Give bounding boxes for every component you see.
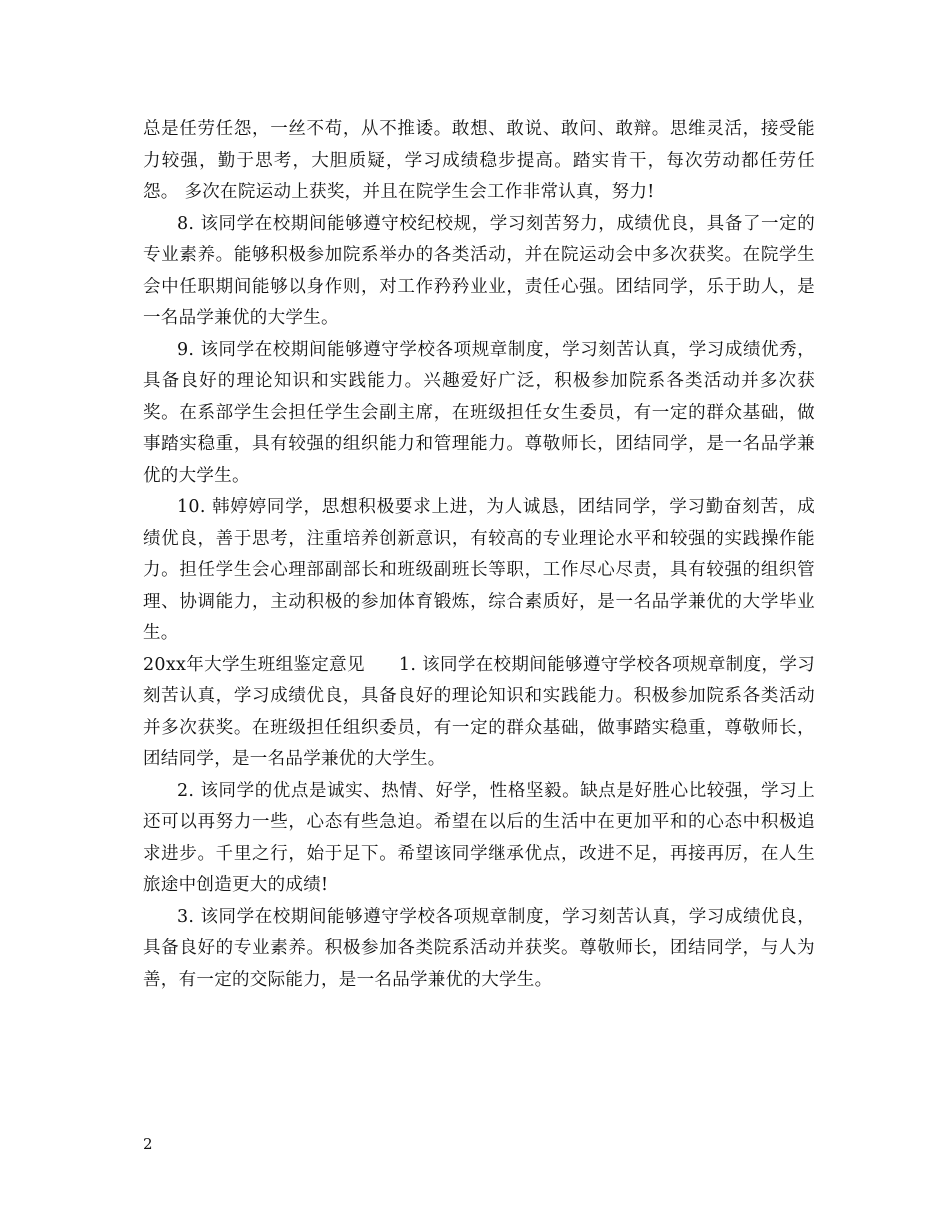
section-paragraph-item-2: 2. 该同学的优点是诚实、热情、好学，性格坚毅。缺点是好胜心比较强，学习上还可以再努力一些，心态有些急迫。希望在以后的生活中在更加平和的心态中积极追求进步。千里之行，始于足下。希望该同学继承优点，改进不足，再接再厉，在人生旅途中创造更大的成绩! [143,780,815,895]
document-body [143,114,815,996]
paragraph-continuation: 总是任劳任怨，一丝不苟，从不推诿。敢想、敢说、敢问、敢辩。思维灵活，接受能力较强，勤于思考，大胆质疑，学习成绩稳步提高。踏实肯干，每次劳动都任劳任怨。 多次在院运动上获奖，并且在院学生会工作非常认真，努力! [143,119,815,202]
section-heading: 20xx年大学生班组鉴定意见 [143,654,365,675]
page-number: 2 [143,1135,153,1153]
paragraph-item-10: 10. 韩婷婷同学，思想积极要求上进，为人诚恳，团结同学，学习勤奋刻苦，成绩优良，善于思考，注重培养创新意识，有较高的专业理论水平和较强的实践操作能力。担任学生会心理部副部长和班级副班长等职，工作尽心尽责，具有较强的组织管理、协调能力，主动积极的参加体育锻炼，综合素质好，是一名品学兼优的大学毕业生。 [143,497,815,643]
paragraph-item-8: 8. 该同学在校期间能够遵守校纪校规，学习刻苦努力，成绩优良，具备了一定的专业素养。能够积极参加院系举办的各类活动，并在院运动会中多次获奖。在院学生会中任职期间能够以身作则，对工作矜矜业业，责任心强。团结同学，乐于助人，是一名品学兼优的大学生。 [143,213,815,328]
section-paragraph-item-1 [143,650,815,776]
section-item-1-text: 1. 该同学在校期间能够遵守学校各项规章制度，学习刻苦认真，学习成绩优良，具备良好的理论知识和实践能力。积极参加院系各类活动并多次获奖。在班级担任组织委员，有一定的群众基础，做事踏实稳重，尊敬师长，团结同学，是一名品学兼优的大学生。 [143,654,815,769]
section-paragraph-item-3: 3. 该同学在校期间能够遵守学校各项规章制度，学习刻苦认真，学习成绩优良，具备良好的专业素养。积极参加各类院系活动并获奖。尊敬师长，团结同学，与人为善，有一定的交际能力，是一名品学兼优的大学生。 [143,906,815,990]
paragraph-item-9: 9. 该同学在校期间能够遵守学校各项规章制度，学习刻苦认真，学习成绩优秀，具备良好的理论知识和实践能力。兴趣爱好广泛，积极参加院系各类活动并多次获奖。在系部学生会担任学生会副主席，在班级担任女生委员，有一定的群众基础，做事踏实稳重，具有较强的组织能力和管理能力。尊敬师长，团结同学，是一名品学兼优的大学生。 [143,339,815,486]
